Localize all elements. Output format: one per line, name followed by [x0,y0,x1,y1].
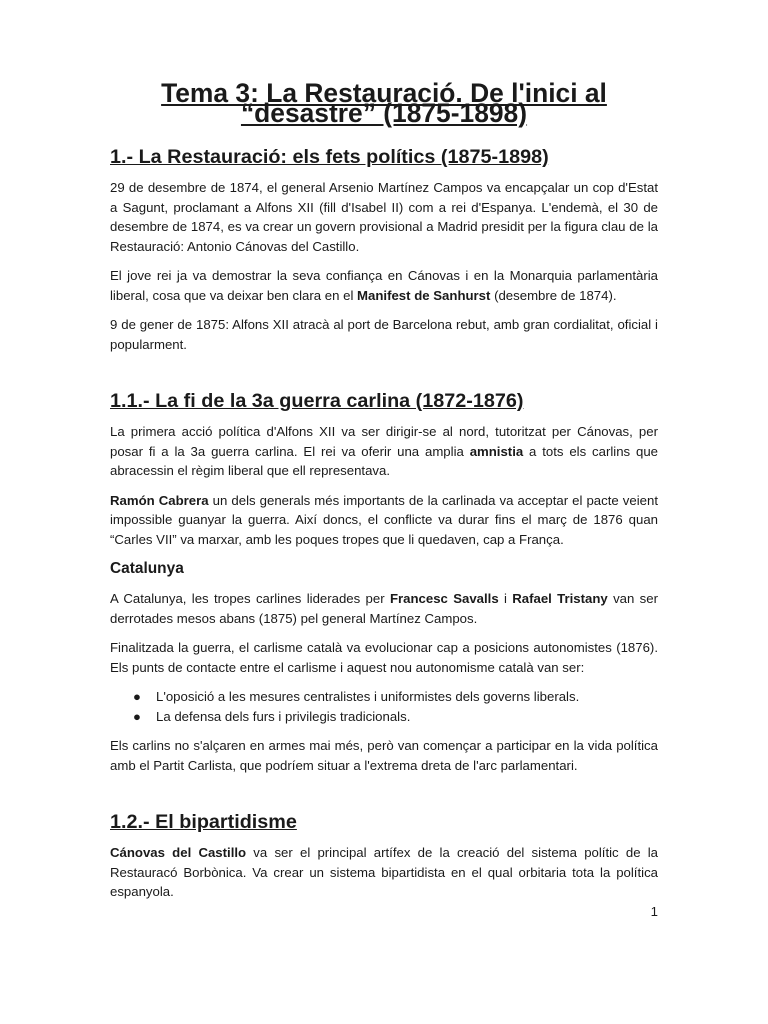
bullet-icon: ● [133,689,141,704]
list-item: ● L'oposició a les mesures centralistes i uniformistes dels governs liberals. [110,687,658,707]
paragraph-cabrera: Ramón Cabrera un dels generals més importants de la carlinada va acceptar el pacte veient impossible guanyar la guerra. Així doncs, el conflicte va durar fins el març de 1876 quan “Carles VII” va marxar, amb les poques tropes que li quedaven, cap a França. [110,492,658,547]
section-heading-guerra-carlina: 1.1.- La fi de la 3a guerra carlina (1872-1876) [110,390,524,412]
bold-ramon-cabrera: Ramón Cabrera [110,492,209,508]
bullet-list-punts-contacte [110,687,658,726]
paragraph-cop-estat: 29 de desembre de 1874, el general Arsenio Martínez Campos va encapçalar un cop d'Estat a Sagunt, proclamant a Alfons XII (fill d'Isabel II) com a rei d'Espanya. L'endemà, el 30 de desembre de 1874, es va crear un govern provisional a Madrid presidit per la figura clau de la Restauració: Antonio Cánovas del Castillo. [110,180,658,254]
bold-canovas-del-castillo: Cánovas del Castillo [110,845,247,860]
paragraph-amnistia: La primera acció política d'Alfons XII va ser dirigir-se al nord, tutoritzat per Cánovas, per posar fi a la 3a guerra carlina. El rei va oferir una amplia amnistia a tots els carlins que abracessin el règim liberal que ell representava. [110,424,658,478]
bold-manifest-sanhurst: Manifest de Sanhurst [357,287,491,303]
bold-francesc-savalls: Francesc Savalls [389,591,499,606]
paragraph-catalunya-tropes: A Catalunya, les tropes carlines liderades per Francesc Savalls i Rafael Tristany van ser derrotades mesos abans (1875) pel general Martínez Campos. [110,591,658,626]
paragraph-partit-carlista: Els carlins no s'alçaren en armes mai més, però van començar a participar en la vida política amb el Partit Carlista, que podríem situar a l'extrema dreta de l'arc parlamentari. [110,738,658,773]
bold-rafael-tristany: Rafael Tristany [512,591,608,606]
paragraph-canovas: Cánovas del Castillo va ser el principal artífex de la creació del sistema polític de la Restauracó Borbònica. Va crear un sistema bipartidista en el qual orbitaria tota la política espanyola. [110,845,659,899]
document-title: Tema 3: La Restauració. De l'inici al “desastre” (1875-1898) [161,78,607,128]
paragraph-manifest: El jove rei ja va demostrar la seva confiança en Cánovas i en la Monarquia parlamentària liberal, cosa que va deixar ben clara en el Manifest de Sanhurst (desembre de 1874). [110,268,658,303]
paragraph-autonomisme: Finalitzada la guerra, el carlisme català va evolucionar cap a posicions autonomistes (1876). Els punts de contacte entre el carlisme i aquest nou autonomisme català van ser: [110,640,658,675]
list-item: ● La defensa dels furs i privilegis tradicionals. [110,707,658,727]
page-number: 1 [650,904,658,919]
section-heading-bipartidisme: 1.2.- El bipartidisme [110,811,297,833]
paragraph-barcelona: 9 de gener de 1875: Alfons XII atracà al port de Barcelona rebut, amb gran cordialitat, oficial i popularment. [110,317,658,352]
section-heading-restauracio: 1.- La Restauració: els fets polítics (1875-1898) [110,146,549,168]
bullet-icon: ● [133,708,141,724]
bold-amnistia: amnistia [469,443,524,459]
subheading-catalunya: Catalunya [110,560,184,577]
